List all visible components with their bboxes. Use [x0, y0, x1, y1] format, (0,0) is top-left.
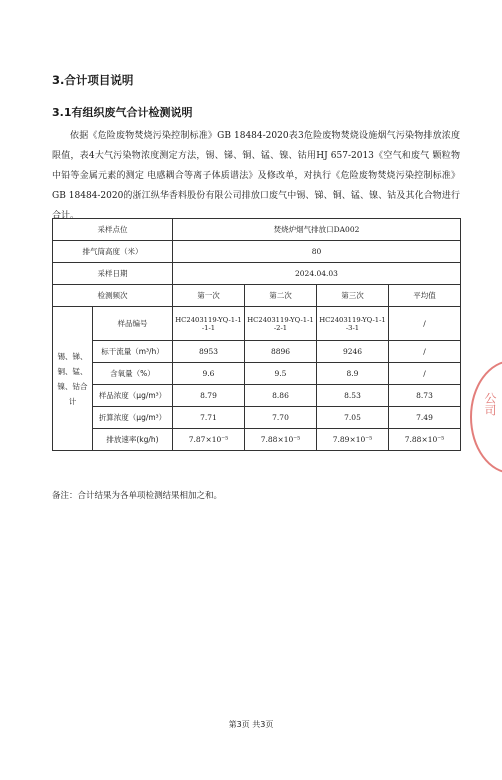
cell: 9.6	[173, 363, 245, 385]
sampling-point-label: 采样点位	[53, 219, 173, 241]
row-label: 样品浓度（μg/m³）	[93, 385, 173, 407]
cell: HC2403119-YQ-1-1-2-1	[245, 307, 317, 341]
cell: 9.5	[245, 363, 317, 385]
cell: /	[389, 341, 461, 363]
seal-text: 公司	[483, 392, 497, 416]
table-row	[53, 263, 461, 285]
subsection-heading: 3.1有组织废气合计检测说明	[52, 106, 193, 119]
table-note: 备注：合计结果为各单项检测结果相加之和。	[52, 491, 223, 501]
col-average: 平均值	[389, 285, 461, 307]
cell: /	[389, 307, 461, 341]
cell: 8.53	[317, 385, 389, 407]
cell: 7.49	[389, 407, 461, 429]
row-label: 样品编号	[93, 307, 173, 341]
cell: HC2403119-YQ-1-1-1-1	[173, 307, 245, 341]
table-row	[53, 341, 461, 363]
stack-height-label: 排气筒高度（米）	[53, 241, 173, 263]
table-header-row	[53, 285, 461, 307]
cell: 7.87×10⁻⁵	[173, 429, 245, 451]
stack-height-value: 80	[173, 241, 461, 263]
cell: 8896	[245, 341, 317, 363]
col-first: 第一次	[173, 285, 245, 307]
cell: 7.88×10⁻⁵	[389, 429, 461, 451]
company-seal	[470, 360, 502, 474]
section-heading: 3.合计项目说明	[52, 73, 134, 87]
table-row	[53, 307, 461, 341]
cell: 8.9	[317, 363, 389, 385]
table-row	[53, 385, 461, 407]
row-label: 折算浓度（μg/m³）	[93, 407, 173, 429]
cell: /	[389, 363, 461, 385]
table-row	[53, 429, 461, 451]
sampling-point-value: 焚烧炉烟气排放口DA002	[173, 219, 461, 241]
results-table	[52, 218, 460, 451]
sampling-date-label: 采样日期	[53, 263, 173, 285]
cell: 7.88×10⁻⁵	[245, 429, 317, 451]
row-label: 排放速率(kg/h)	[93, 429, 173, 451]
cell: 8.73	[389, 385, 461, 407]
cell: 7.89×10⁻⁵	[317, 429, 389, 451]
table-row	[53, 241, 461, 263]
row-label: 标干流量（m³/h）	[93, 341, 173, 363]
cell: 8.79	[173, 385, 245, 407]
page-footer: 第3页 共3页	[228, 720, 274, 729]
cell: 7.05	[317, 407, 389, 429]
group-label: 锡、锑、铜、锰、镍、钴合计	[53, 307, 93, 451]
frequency-label: 检测频次	[53, 285, 173, 307]
col-third: 第三次	[317, 285, 389, 307]
sampling-date-value: 2024.04.03	[173, 263, 461, 285]
description-paragraph: 依据《危险废物焚烧污染控制标准》GB 18484-2020表3危险废物焚烧设施烟气污染物排放浓度限值，表4大气污染物浓度测定方法，锡、锑、铜、锰、镍、钴用HJ 657-2013《空气和废气 颗粒物中铅等金属元素的测定 电感耦合等离子体质谱法》及修改单，对执行《危险废物焚烧污染控制标准》GB 18484-2020的浙江纵华香料股份有限公司排放口废气中锡、锑、铜、锰、镍、钴及其化合物进行合计。	[52, 131, 460, 221]
cell: 7.71	[173, 407, 245, 429]
table-row	[53, 407, 461, 429]
table-row	[53, 363, 461, 385]
cell: 8953	[173, 341, 245, 363]
cell: 7.70	[245, 407, 317, 429]
cell: 9246	[317, 341, 389, 363]
table-row	[53, 219, 461, 241]
col-second: 第二次	[245, 285, 317, 307]
cell: 8.86	[245, 385, 317, 407]
row-label: 含氧量（%）	[93, 363, 173, 385]
cell: HC2403119-YQ-1-1-3-1	[317, 307, 389, 341]
